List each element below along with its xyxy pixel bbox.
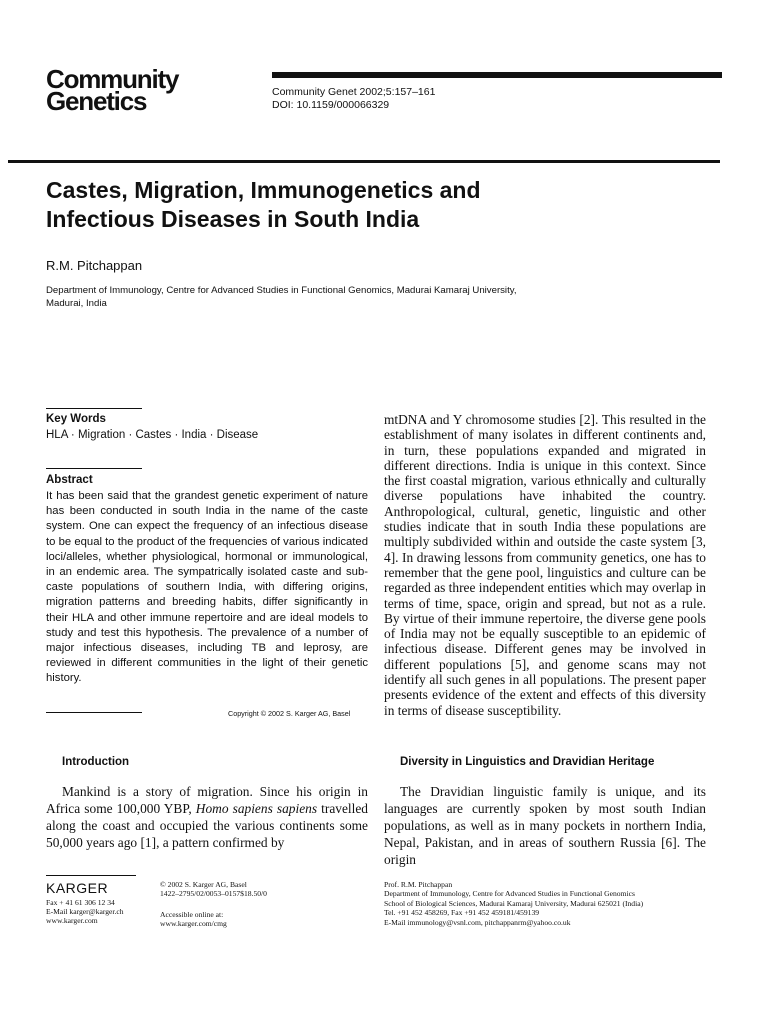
- abstract-text: It has been said that the grandest genetic experiment of nature has been conducted in south India in the name of the caste system. One can expect the frequency of an infectious disease to be equal to the product of the frequencies of various indicated loci/alleles, whether physiological, hormonal or immunological, in an endemic area. The sympatrically isolated caste and sub-caste populations of southern India, with differing origins, migration patterns and breeding habits, differ significantly in their HLA and other immune repertoire and are ideal models to study and test this hypothesis. The prevalence of a number of major infectious diseases, including TB and leprosy, are reviewed in different communities in the light of their genetic history.: [46, 490, 368, 685]
- corr-name: Prof. R.M. Pitchappan: [384, 880, 453, 889]
- key-words-heading: Key Words: [46, 413, 106, 425]
- affiliation-line-2: Madurai, India: [46, 298, 107, 309]
- copyright-line: © 2002 S. Karger AG, Basel: [160, 880, 247, 889]
- abstract-copyright: Copyright © 2002 S. Karger AG, Basel: [228, 709, 351, 718]
- title-rule: [8, 160, 720, 163]
- publisher-contact: [46, 898, 124, 926]
- affiliation: [46, 284, 606, 310]
- publisher-fax: Fax + 41 61 306 12 34: [46, 898, 115, 907]
- publication-copyright: [160, 880, 267, 898]
- corr-line-3: Tel. +91 452 458269, Fax +91 452 459181/459139: [384, 908, 540, 918]
- corr-line-2: School of Biological Sciences, Madurai Kamaraj University, Madurai 625021 (India): [384, 898, 644, 908]
- introduction-heading: Introduction: [62, 756, 130, 768]
- author: R.M. Pitchappan: [46, 258, 143, 273]
- abstract-rule: [46, 468, 142, 469]
- logo-line-2: Genetics: [46, 86, 147, 117]
- diversity-heading: Diversity in Linguistics and Dravidian Heritage: [400, 756, 655, 768]
- publisher-email: E-Mail karger@karger.ch: [46, 907, 124, 917]
- right-column-text: mtDNA and Y chromosome studies [2]. This resulted in the establishment of many isolates in different continents and, in turn, these populations expanded and migrated in different directions. India is unique in this context. Since the first coastal migration, various ethnically and culturally diverse populations have inhabited the country. Anthropological, cultural, genetic, linguistic and other studies indicate that in south India these populations are multiply subdivided within and outside the caste system [3, 4]. In drawing lessons from community genetics, one has to remember that the gene pool, linguistics and culture can be regarded as three independent entities which may overlap in terms of time, space, origin and spread, but not as a rule. By virtue of their immune repertoire, the diverse gene pools of India may not be equally susceptible to an epidemic of infectious disease. Different genes may be involved in different populations [5], and genome scans may not identify all such genes in all populations. The present paper presents evidence of the extent and effects of this diversity in terms of disease susceptibility.: [384, 412, 706, 718]
- title-line-1: Castes, Migration, Immunogenetics and: [46, 177, 481, 203]
- affiliation-line-1: Department of Immunology, Centre for Advanced Studies in Functional Genomics, Madurai Kamaraj University,: [46, 285, 517, 296]
- intro-text-part-2: travelled along the coast and occupied the various continents some 50,000 years ago [1], a pattern confirmed by: [46, 801, 368, 850]
- corr-line-4: E-Mail immunology@vsnl.com, pitchappanrm@yahoo.co.uk: [384, 917, 571, 927]
- diversity-text: The Dravidian linguistic family is unique, and its languages are currently spoken by most south Indian populations, as well as in many pockets in northern India, Nepal, Pakistan, and in areas of southern Russia [6]. The origin: [384, 784, 706, 867]
- title-line-2: Infectious Diseases in South India: [46, 206, 420, 232]
- citation-block: [272, 86, 435, 112]
- correspondence-address: [384, 880, 724, 927]
- footer-rule: [46, 875, 136, 876]
- online-label: Accessible online at:: [160, 910, 224, 919]
- issn-line: 1422–2795/02/0053–0157$18.50/0: [160, 889, 267, 899]
- logo-line-1: Community: [46, 64, 179, 94]
- key-words-rule: [46, 408, 142, 409]
- intro-text-part-1: Mankind is a story of migration. Since his origin in Africa some 100,000 YBP,: [46, 784, 368, 816]
- online-url: www.karger.com/cmg: [160, 919, 227, 929]
- introduction-text: [46, 783, 368, 851]
- key-words-text: HLA · Migration · Castes · India · Disease: [46, 429, 259, 441]
- online-access: [160, 910, 227, 928]
- journal-logo: [46, 64, 179, 117]
- article-title: [46, 176, 686, 234]
- publisher-website: www.karger.com: [46, 916, 98, 926]
- doi: DOI: 10.1159/000066329: [272, 99, 390, 111]
- header-rule: [272, 72, 722, 78]
- abstract-end-rule: [46, 712, 142, 713]
- publisher-logo: KARGER: [46, 880, 109, 896]
- citation: Community Genet 2002;5:157–161: [272, 86, 436, 98]
- abstract-heading: Abstract: [46, 474, 93, 486]
- corr-line-1: Department of Immunology, Centre for Advanced Studies in Functional Genomics: [384, 889, 635, 899]
- species-name: Homo sapiens sapiens: [195, 801, 318, 816]
